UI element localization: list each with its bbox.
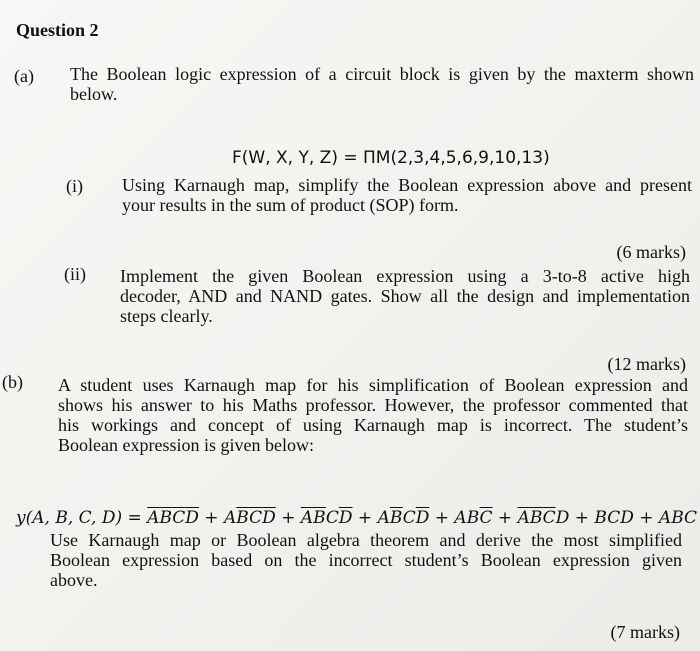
expression-term [224,508,276,528]
expression-term [454,508,492,528]
sub-ii-marks: (12 marks) [607,354,686,374]
expression-variable: C [325,508,339,528]
expression-term [147,508,199,528]
plus-operator: + [429,508,455,528]
expression-term [594,508,633,528]
expression-variable: $\overline{C}$ [172,508,186,528]
expression-variable: A [658,508,672,528]
plus-operator: + [352,508,378,528]
sub-i-line1: Using Karnaugh map, simplify the Boolean expression above and present [122,175,692,195]
expression-variable: $\overline{B}$ [159,508,173,528]
expression-lhs: y(A, B, C, D) = [16,508,148,528]
expression-variable: C [402,508,416,528]
expression-variable: $\overline{C}$ [479,508,493,528]
part-a-intro-line2: below. [70,84,118,104]
expression-variable: $\overline{C}$ [542,508,556,528]
instr-line1: Use Karnaugh map or Boolean algebra theorem and derive the most simplified [50,530,682,550]
expression-term [301,508,353,528]
expression-variable: $\overline{B}$ [529,508,543,528]
expression-variable: A [454,508,467,528]
expression-variable: $\overline{D}$ [415,508,430,528]
sub-i-marks: (6 marks) [616,242,686,262]
part-b-line1: A student uses Karnaugh map for his simplification of Boolean expression and [58,375,688,395]
expression-term [659,508,697,528]
expression-term [518,508,570,528]
sub-ii-text [120,266,690,326]
part-a-equation: F(W, X, Y, Z) = ΠM(2,3,4,5,6,9,10,13) [232,148,550,168]
expression-variable: B [594,508,608,528]
part-b-text [58,375,688,455]
part-a-intro-line1: The Boolean logic expression of a circuit block is given by the maxterm shown [70,64,694,84]
expression-variable: D [555,508,570,528]
expression-variable: $\overline{B}$ [389,508,403,528]
expression-variable: $\overline{C}$ [249,508,263,528]
instr-line2: Boolean expression based on the incorrect student’s Boolean expression given [50,550,682,570]
expression-variable: C [684,508,698,528]
plus-operator: + [633,508,659,528]
student-expression [16,508,697,528]
sub-ii-line2: decoder, AND and NAND gates. Show all the design and implementation [120,286,690,306]
expression-term [378,508,430,528]
expression-variable: B [466,508,480,528]
expression-variable: A [377,508,390,528]
sub-ii-line1: Implement the given Boolean expression using a 3-to-8 active high [120,266,690,286]
question-title: Question 2 [16,20,99,40]
sub-i-text [122,175,692,215]
expression-variable: C [607,508,621,528]
part-b-line3: his workings and concept of using Karnaugh map is incorrect. The student’s [58,415,688,435]
expression-variable: $\overline{A}$ [147,508,160,528]
sub-i-label: (i) [66,176,83,196]
expression-variable: $\overline{D}$ [262,508,276,528]
expression-variable: $\overline{B}$ [313,508,326,528]
expression-variable: A [223,508,237,528]
expression-variable: D [620,508,634,528]
expression-variable: $\overline{A}$ [300,508,314,528]
expression-variable: B [671,508,685,528]
part-b-line2: shows his answer to his Maths professor. However, the professor commented that [58,395,688,415]
part-b-instructions [50,530,682,590]
instr-line3: above. [50,570,98,590]
sub-i-line2: your results in the sum of product (SOP) form. [122,195,459,215]
expression-terms [147,508,697,528]
part-b-marks: (7 marks) [610,622,680,642]
part-a-intro [70,64,694,104]
part-a-label: (a) [14,66,34,86]
part-b-line4: Boolean expression is given below: [58,435,314,455]
sub-ii-line3: steps clearly. [120,306,213,326]
plus-operator: + [569,508,595,528]
expression-variable: $\overline{D}$ [185,508,199,528]
sub-ii-label: (ii) [64,264,86,284]
plus-operator: + [492,508,518,528]
expression-variable: $\overline{D}$ [338,508,353,528]
expression-variable: $\overline{B}$ [236,508,250,528]
part-b-label: (b) [2,372,23,392]
plus-operator: + [198,508,224,528]
expression-variable: $\overline{A}$ [517,508,530,528]
plus-operator: + [275,508,301,528]
